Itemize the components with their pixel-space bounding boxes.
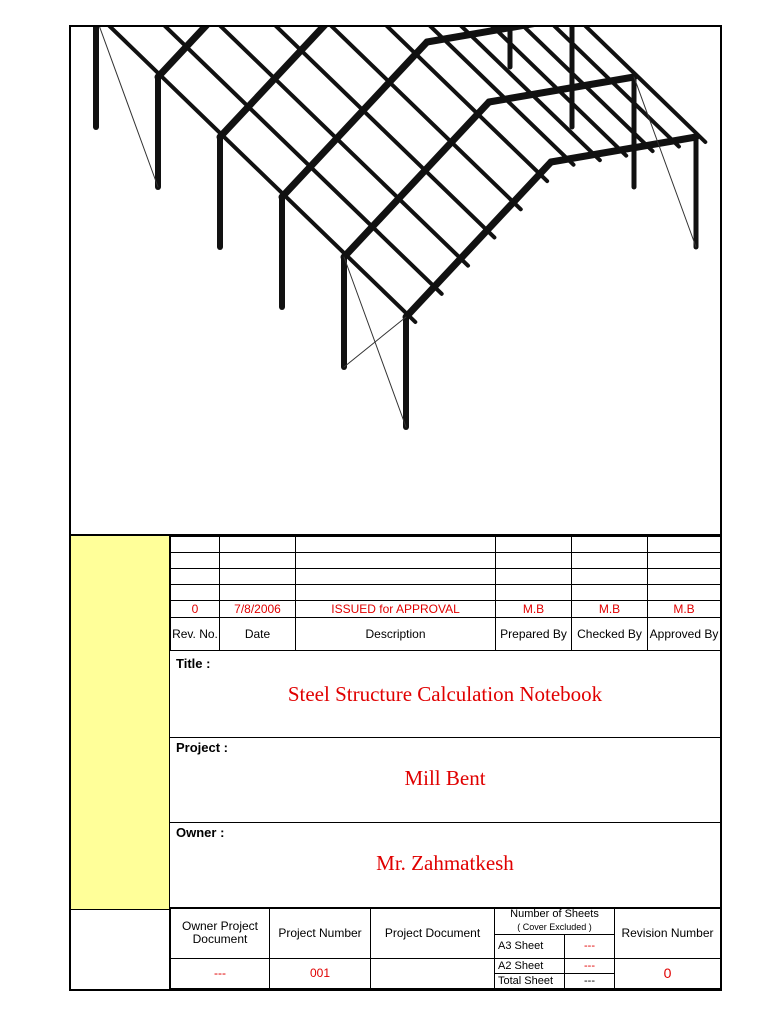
revision-number-value: 0: [615, 959, 721, 989]
logo-area: [71, 536, 170, 909]
revision-empty-row: [171, 569, 721, 585]
rafter: [406, 162, 551, 317]
revision-number-label: Revision Number: [615, 908, 721, 959]
revision-empty-row: [171, 537, 721, 553]
rev-number: 0: [171, 601, 220, 618]
purlin: [139, 27, 468, 266]
owner-document-value: ---: [171, 959, 270, 989]
bracing: [344, 317, 406, 367]
project-document-label: Project Document: [371, 908, 495, 959]
number-of-sheets-header: [495, 908, 615, 935]
project-number-value: 001: [270, 959, 371, 989]
project-section: [170, 738, 720, 823]
number-of-sheets-label: Number of Sheets: [510, 908, 599, 920]
header-rev-no: Rev. No.: [171, 618, 220, 651]
a2-sheet-label: A2 Sheet: [495, 959, 565, 974]
rev-checked-by: M.B: [572, 601, 648, 618]
header-checked-by: Checked By: [572, 618, 648, 651]
rev-approved-by: M.B: [648, 601, 721, 618]
a3-sheet-value: ---: [565, 935, 615, 959]
header-description: Description: [296, 618, 496, 651]
revision-header-row: [171, 618, 721, 651]
revision-empty-row: [171, 553, 721, 569]
header-approved-by: Approved By: [648, 618, 721, 651]
cover-excluded-note: ( Cover Excluded ): [517, 922, 592, 932]
a2-sheet-value: ---: [565, 959, 615, 974]
project-document-value: [371, 959, 495, 989]
revision-entry-row: [171, 601, 721, 618]
rafter: [344, 102, 489, 257]
revision-empty-row: [171, 585, 721, 601]
header-prepared-by: Prepared By: [496, 618, 572, 651]
a3-sheet-label: A3 Sheet: [495, 935, 565, 959]
rafter: [282, 42, 427, 197]
revision-table: [170, 536, 721, 651]
project-label: Project :: [176, 740, 229, 755]
total-sheet-value: ---: [565, 974, 615, 989]
total-sheet-label: Total Sheet: [495, 974, 565, 989]
owner-label: Owner :: [176, 825, 225, 840]
project-name: Mill Bent: [404, 766, 486, 790]
owner-section: [170, 823, 720, 909]
project-number-label: Project Number: [270, 908, 371, 959]
document-title: Steel Structure Calculation Notebook: [287, 682, 603, 706]
purlin: [219, 27, 548, 181]
rev-date: 7/8/2006: [220, 601, 296, 618]
header-date: Date: [220, 618, 296, 651]
title-label: Title :: [176, 656, 211, 671]
document-info-table: [170, 907, 721, 989]
purlin: [113, 27, 442, 294]
title-section: [170, 654, 720, 738]
rev-description: ISSUED for APPROVAL: [296, 601, 496, 618]
owner-project-document-label: Owner Project Document: [171, 908, 270, 959]
steel-frame-3d-image: [71, 27, 720, 534]
owner-name: Mr. Zahmatkesh: [376, 851, 514, 875]
bracing: [96, 27, 158, 187]
left-blank-cell: [71, 909, 170, 989]
rev-prepared-by: M.B: [496, 601, 572, 618]
document-frame: [69, 25, 722, 991]
steel-structure-drawing: [71, 27, 720, 536]
purlin: [87, 27, 416, 322]
